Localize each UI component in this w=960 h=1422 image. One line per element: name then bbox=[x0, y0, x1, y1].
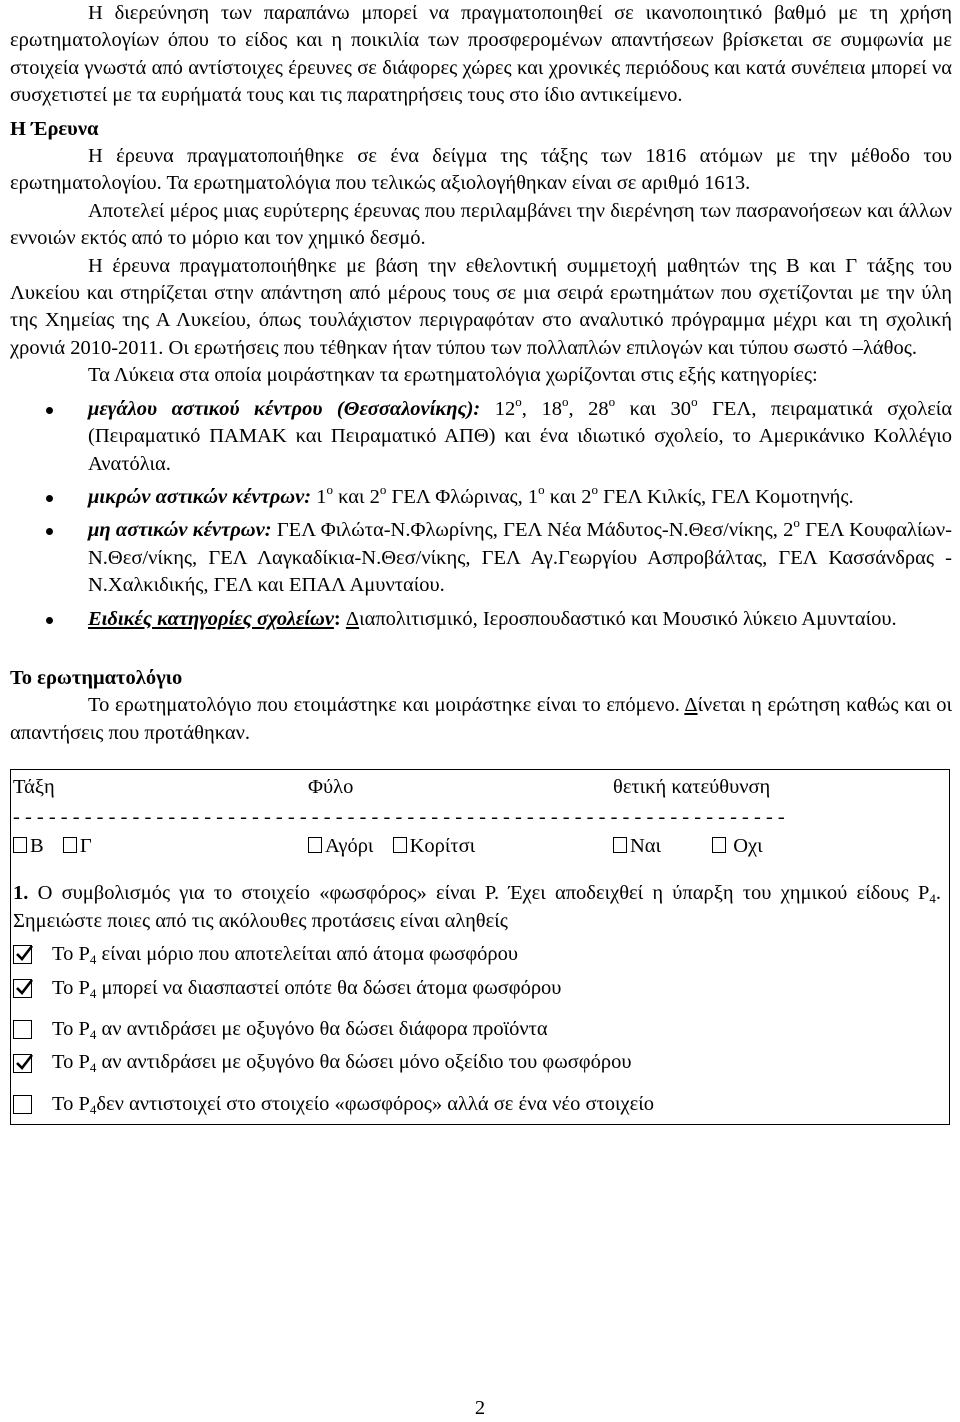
form-options-row bbox=[13, 833, 941, 860]
checkbox-girl[interactable] bbox=[393, 837, 407, 853]
answer-text: Το $P_4$ μπορεί να διασπαστεί οπότε θα δώσει άτομα φωσφόρου bbox=[52, 976, 562, 1001]
research-heading: Η Έρευνα bbox=[10, 117, 99, 140]
answer-option bbox=[13, 1091, 941, 1118]
bullet-icon bbox=[46, 617, 53, 624]
form-header-row bbox=[13, 774, 941, 801]
questionnaire-form bbox=[10, 769, 950, 1125]
bullet-icon bbox=[46, 495, 53, 502]
dashed-separator: - - - - - - - - - - - - - - - - - - - - - - - - - - - - - - - - - - - - - - - - - - - - - - - - - - - - - - - - - - - - - - - - - bbox=[13, 805, 785, 828]
checkbox-boy[interactable] bbox=[308, 837, 322, 853]
answer-list bbox=[13, 941, 941, 1118]
answer-option bbox=[13, 975, 941, 1002]
intro-paragraph: Η διερεύνηση των παραπάνω μπορεί να πραγματοποιηθεί σε ικανοποιητικό βαθμό με τη χρήση ερωτηματολογίων όπου το είδος και η ποικιλία των προσφερομένων απαντήσεων βρίσκεται σε συμφωνία με στοιχεία γνωστά από αντίστοιχες έρευνες σε διάφορες χώρες και χρονικές περιόδους και κατά συνέπεια μπορεί να συσχετιστεί με τα ευρήματά τους και τις παρατηρήσεις τους στο ίδιο αντικείμενο. bbox=[10, 2, 952, 107]
option-girl-label: Κορίτσι bbox=[409, 834, 476, 857]
list-item: μεγάλου αστικού κέντρου (Θεσσαλονίκης): $12^o$, $18^o$, $28^o$ και $30^o$ ΓΕΛ, πειραματικά σχολεία (Πειραματικό ΠΑΜΑΚ και Πειραματικό ΑΠΘ) και ένα ιδιωτικό σχολείο, το Αμερικάνικο Κολλέγιο Ανατόλια. bbox=[10, 396, 952, 478]
list-item: μη αστικών κέντρων: ΓΕΛ Φιλώτα-Ν.Φλωρίνης, ΓΕΛ Νέα Μάδυτος-Ν.Θεσ/νίκης, $2^o$ ΓΕΛ Κουφαλίων-Ν.Θεσ/νίκης, ΓΕΛ Λαγκαδίκια-Ν.Θεσ/νίκης, ΓΕΛ Αγ.Γεωργίου Ασπροβάλτας, ΓΕΛ Κασσάνδρας - Ν.Χαλκιδικής, ΓΕΛ και ΕΠΑΛ Αμυνταίου. bbox=[10, 517, 952, 599]
checkbox-no[interactable] bbox=[712, 837, 726, 853]
questionnaire-heading: Το ερωτηματολόγιο bbox=[10, 666, 183, 689]
checkmark-icon bbox=[14, 943, 34, 963]
option-yes-label: Ναι bbox=[630, 834, 662, 857]
document-page bbox=[10, 0, 952, 1125]
answer-text: Το $P_4\delta\varepsilon\nu$ αντιστοιχεί στο στοιχείο «φωσφόρος» αλλά σε ένα νέο στοιχείο bbox=[52, 1092, 655, 1117]
checked-checkbox-icon[interactable] bbox=[13, 945, 32, 964]
checkbox-b[interactable] bbox=[13, 837, 27, 853]
direction-label: θετική κατεύθυνση bbox=[613, 776, 771, 799]
gender-label: Φύλο bbox=[308, 776, 354, 799]
answer-text: Το $P_4$ αν αντιδράσει με οξυγόνο θα δώσει διάφορα προϊόντα bbox=[52, 1018, 548, 1042]
question-1: 1. Ο συμβολισμός για το στοιχείο «φωσφόρος» είναι P. Έχει αποδειχθεί η ύπαρξη του χημικού είδους $P_4$. Σημειώστε ποιες από τις ακόλουθες προτάσεις είναι αληθείς bbox=[13, 882, 941, 932]
empty-checkbox-icon[interactable] bbox=[13, 1020, 32, 1039]
answer-text: Το $P_4$ είναι μόριο που αποτελείται από άτομα φωσφόρου bbox=[52, 943, 519, 968]
option-boy-label: Αγόρι bbox=[325, 834, 374, 857]
checked-checkbox-icon[interactable] bbox=[13, 1054, 32, 1073]
page-number: 2 bbox=[474, 1397, 486, 1419]
answer-option bbox=[13, 1016, 941, 1043]
checkbox-g[interactable] bbox=[63, 837, 77, 853]
bullet-icon bbox=[46, 407, 53, 414]
answer-text: Το $P_4$ αν αντιδράσει με οξυγόνο θα δώσει μόνο οξείδιο του φωσφόρου bbox=[52, 1051, 632, 1076]
bullet-icon bbox=[46, 528, 53, 535]
empty-checkbox-icon[interactable] bbox=[13, 1095, 32, 1114]
checkbox-yes[interactable] bbox=[613, 837, 627, 853]
research-paragraph-4: Τα Λύκεια στα οποία μοιράστηκαν τα ερωτηματολόγια χωρίζονται στις εξής κατηγορίες: bbox=[88, 364, 818, 387]
class-label: Τάξη bbox=[13, 776, 55, 799]
questionnaire-paragraph: Το ερωτηματολόγιο που ετοιμάστηκε και μοιράστηκε είναι το επόμενο. Δίνεται η ερώτηση καθώς και οι απαντήσεις που προτάθηκαν. bbox=[10, 694, 952, 744]
school-categories-list bbox=[10, 393, 953, 633]
research-paragraph-2: Αποτελεί μέρος μιας ευρύτερης έρευνας που περιλαμβάνει την διερένηση των πασρανοήσεων και άλλων εννοιών εκτός από το μόριο και τον χημικό δεσμό. bbox=[10, 199, 952, 250]
answer-option bbox=[13, 1049, 941, 1076]
option-no-label: Οχι bbox=[733, 834, 763, 857]
checkmark-icon bbox=[14, 1052, 34, 1072]
list-item: Ειδικές κατηγορίες σχολείων: Διαπολιτισμικό, Ιεροσπουδαστικό και Μουσικό λύκειο Αμυνταίου. bbox=[10, 606, 952, 633]
research-paragraph-1: Η έρευνα πραγματοποιήθηκε σε ένα δείγμα της τάξης των 1816 ατόμων με την μέθοδο του ερωτηματολογίου. Τα ερωτηματολόγια που τελικώς αξιολογήθηκαν είναι σε αριθμό 1613. bbox=[10, 145, 952, 195]
research-paragraph-3: Η έρευνα πραγματοποιήθηκε με βάση την εθελοντική συμμετοχή μαθητών της Β και Γ τάξης του Λυκείου και στηρίζεται στην απάντηση από μέρους τους σε μια σειρά ερωτημάτων που σχετίζονται με την ύλη της Χημείας της Α Λυκείου, όπως τουλάχιστον περιγραφόταν στο αναλυτικό πρόγραμμα μέχρι και τη σχολική χρονιά 2010-2011. Οι ερωτήσεις που τέθηκαν ήταν τύπου των πολλαπλών επιλογών και τύπου σωστό –λάθος. bbox=[10, 254, 952, 359]
list-item: μικρών αστικών κέντρων: $1^o$ και $2^o$ ΓΕΛ Φλώρινας, $1^o$ και $2^o$ ΓΕΛ Κιλκίς, ΓΕΛ Κομοτηνής. bbox=[10, 484, 952, 511]
checked-checkbox-icon[interactable] bbox=[13, 979, 32, 998]
answer-option bbox=[13, 941, 941, 968]
checkmark-icon bbox=[14, 977, 34, 997]
option-b-label: Β bbox=[30, 834, 44, 857]
option-g-label: Γ bbox=[79, 834, 92, 857]
